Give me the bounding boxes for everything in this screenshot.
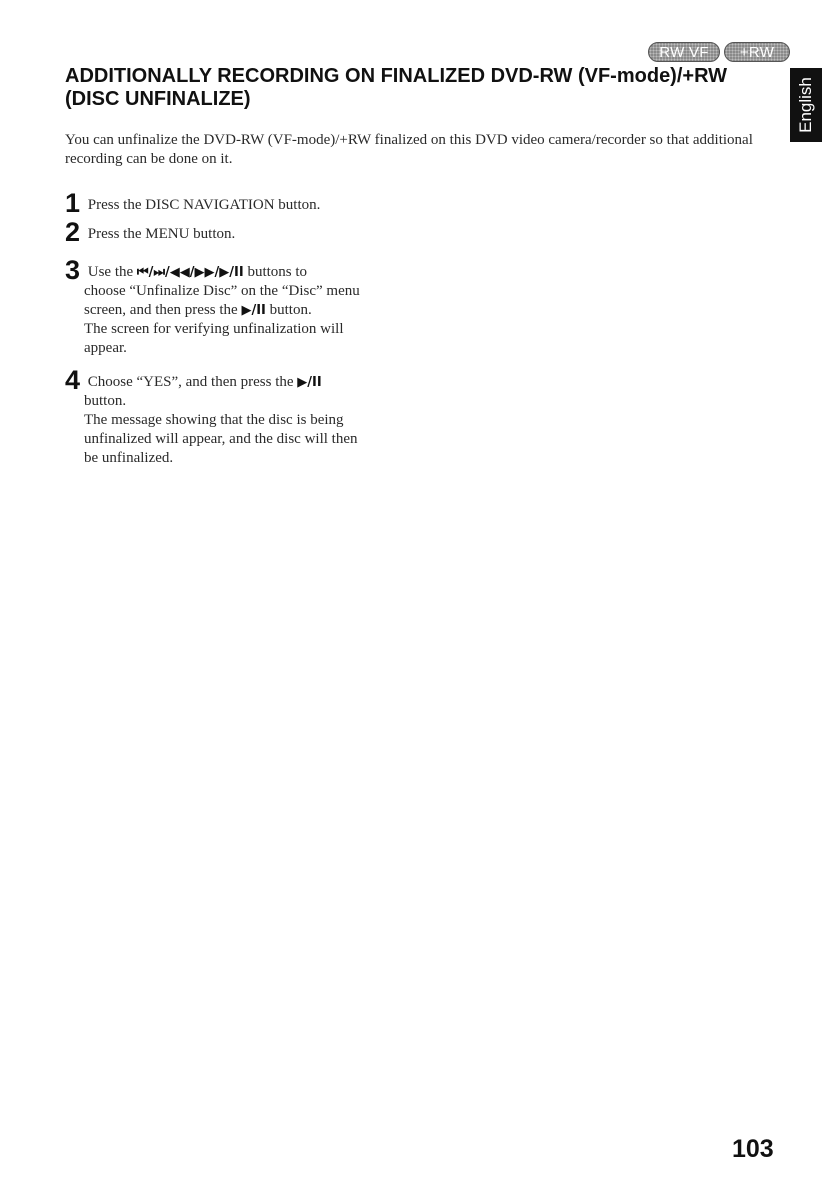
language-tab-label: English <box>796 77 816 133</box>
language-tab <box>790 68 822 142</box>
step-number: 4 <box>65 365 81 395</box>
step-text: be unfinalized. <box>84 450 174 466</box>
step-4 <box>65 365 425 468</box>
step-text: Press the MENU button. <box>87 226 236 242</box>
step-text: button. <box>269 302 312 318</box>
step-continuation <box>65 392 425 468</box>
step-text: choose “Unfinalize Disc” on the “Disc” menu <box>84 283 360 299</box>
navigation-buttons-symbols: ⏮/⏭/◀◀/▶▶/▶/II <box>136 265 244 280</box>
step-text: The screen for verifying unfinalization will <box>84 321 344 337</box>
page-number: 103 <box>732 1135 774 1163</box>
step-text: appear. <box>84 340 127 356</box>
step-continuation <box>65 282 425 358</box>
step-text: button. <box>84 393 127 409</box>
play-pause-symbol: ▶/II <box>241 303 266 318</box>
step-text: Choose “YES”, and then press the <box>87 374 294 390</box>
step-number: 2 <box>65 217 81 247</box>
step-text: Use the <box>87 264 134 280</box>
media-type-badges <box>648 42 790 62</box>
step-3 <box>65 255 425 358</box>
step-text: buttons to <box>247 264 308 280</box>
step-2 <box>65 217 425 247</box>
rw-vf-badge: RW VF <box>648 42 720 62</box>
step-text: Press the DISC NAVIGATION button. <box>87 197 321 213</box>
page-title <box>65 65 765 111</box>
play-pause-symbol: ▶/II <box>297 375 322 390</box>
step-number: 3 <box>65 255 81 285</box>
title-line-2: (DISC UNFINALIZE) <box>65 88 251 110</box>
step-number: 1 <box>65 188 81 218</box>
step-text: screen, and then press the <box>84 302 238 318</box>
step-1 <box>65 188 425 218</box>
plus-rw-badge: +RW <box>724 42 790 62</box>
step-text: unfinalized will appear, and the disc will then <box>84 431 358 447</box>
intro-paragraph: You can unfinalize the DVD-RW (VF-mode)/+RW finalized on this DVD video camera/recorder so that additional recording can be done on it. <box>65 132 753 167</box>
title-line-1: ADDITIONALLY RECORDING ON FINALIZED DVD-RW (VF-mode)/+RW <box>65 65 728 87</box>
step-text: The message showing that the disc is being <box>84 412 344 428</box>
